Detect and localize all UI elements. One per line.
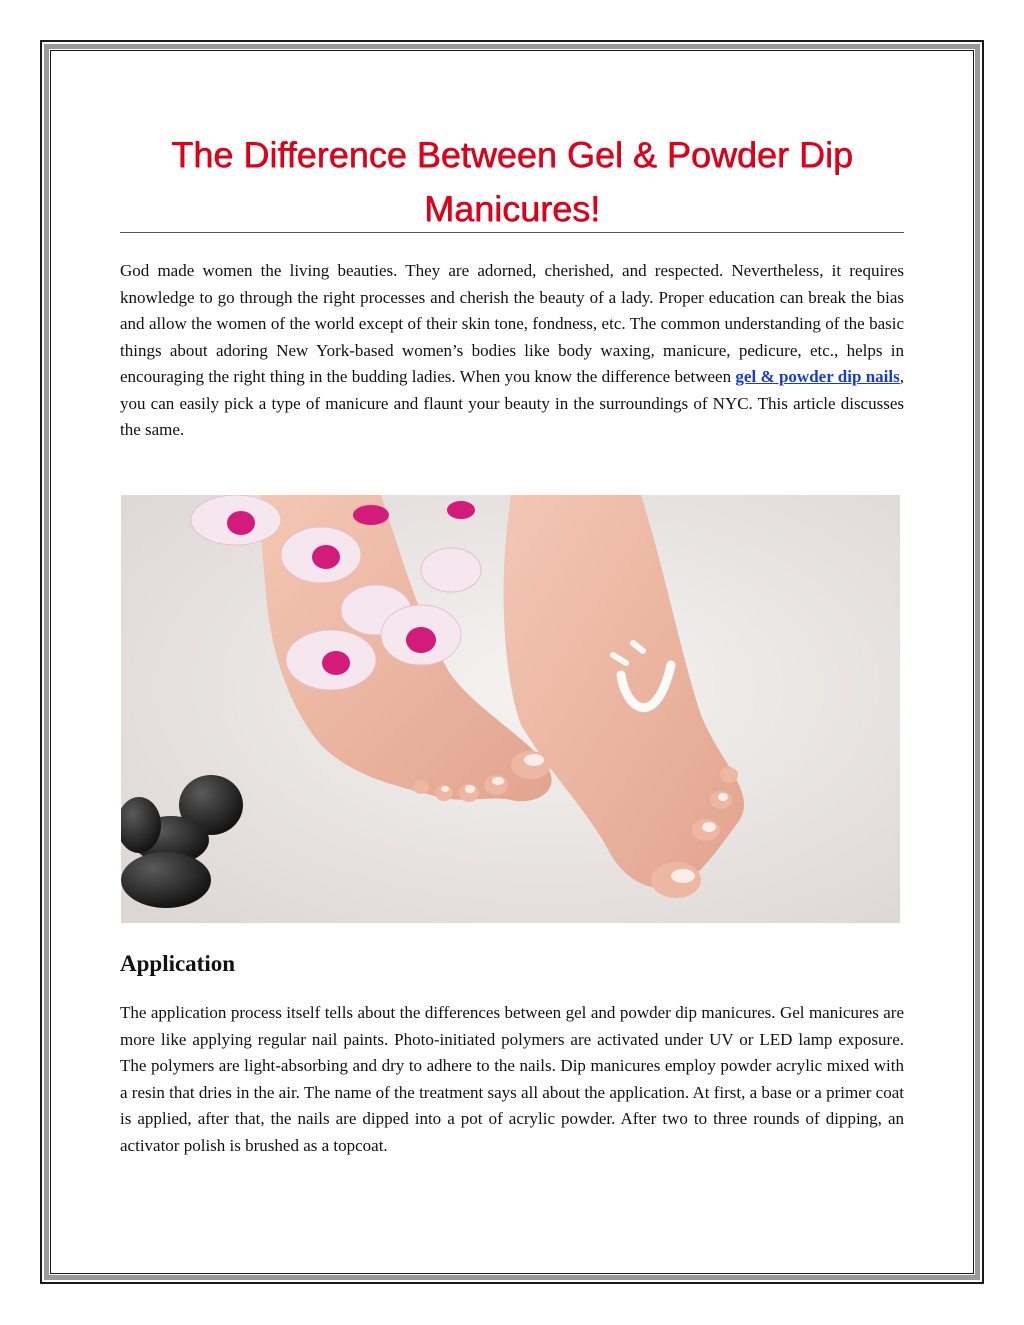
title-divider — [120, 232, 904, 233]
intro-paragraph — [120, 258, 904, 444]
feet-photo — [121, 495, 900, 923]
page-title — [120, 128, 904, 236]
intro-text-start: God made women the living beauties. They are adorned, cherished, and respected. Nevertheless, it requires knowledge to go through the right processes and cherish the beauty of a lady. Proper education can break the bias and allow the women of the world except of their skin tone, fondness, etc. The common understanding of the basic things about adoring New York-based women’s bodies like body waxing, manicure, pedicure, etc., helps in encouraging the right thing in the budding ladies. When you know the difference between — [120, 261, 904, 386]
intro-text-end: , you can easily pick a type of manicure and flaunt your beauty in the surroundings of NYC. This article discusses the same. — [120, 367, 904, 439]
section-heading-application: Application — [120, 951, 236, 976]
page-title-line2: Manicures! — [423, 188, 601, 229]
page-title-line1: The Difference Between Gel & Powder Dip — [171, 134, 853, 175]
gel-powder-dip-link[interactable]: gel & powder dip nails — [735, 367, 900, 386]
feet-photo-illustration — [121, 495, 900, 923]
application-paragraph: The application process itself tells about the differences between gel and powder dip manicures. Gel manicures are more like applying regular nail paints. Photo-initiated polymers are activated under UV or LED lamp exposure. The polymers are light-absorbing and dry to adhere to the nails. Dip manicures employ powder acrylic mixed with a resin that dries in the air. The name of the treatment says all about the application. At first, a base or a primer coat is applied, after that, the nails are dipped into a pot of acrylic powder. After two to three rounds of dipping, an activator polish is brushed as a topcoat. — [120, 1003, 904, 1155]
